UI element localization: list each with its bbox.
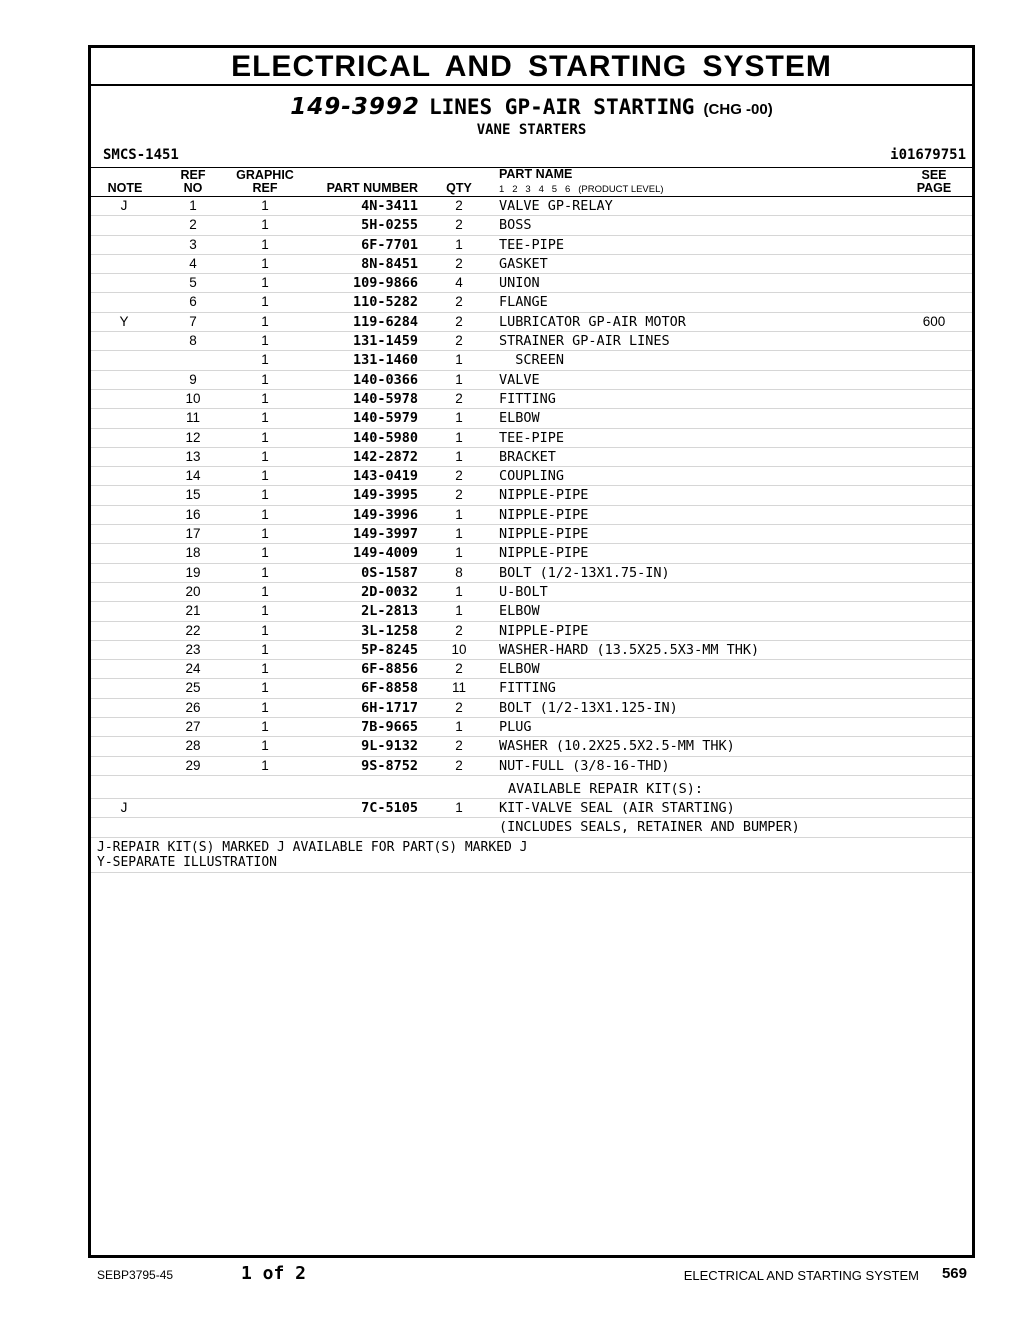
part-number-cell: 6F-8856 bbox=[361, 661, 418, 678]
qty-cell: 2 bbox=[455, 468, 463, 484]
change-level: (CHG -00) bbox=[703, 101, 773, 118]
graphic-ref-cell: 1 bbox=[261, 198, 269, 213]
graphic-ref-cell: 1 bbox=[261, 352, 269, 368]
qty-cell: 2 bbox=[455, 294, 463, 310]
part-name-cell: FLANGE bbox=[499, 294, 548, 311]
qty-cell: 4 bbox=[455, 275, 463, 291]
part-name-cell: NIPPLE-PIPE bbox=[499, 545, 589, 562]
qty-cell: 1 bbox=[455, 603, 463, 619]
qty-cell: 2 bbox=[455, 198, 463, 213]
part-name-cell: BOLT (1/2-13X1.75-IN) bbox=[499, 564, 670, 581]
ref-no-cell: 17 bbox=[185, 526, 201, 542]
page-number: 569 bbox=[941, 1265, 967, 1282]
ref-no-cell: 12 bbox=[185, 429, 201, 445]
graphic-ref-cell: 1 bbox=[261, 390, 269, 406]
table-row bbox=[91, 371, 972, 390]
qty-cell: 2 bbox=[455, 757, 463, 773]
part-name-cell: ELBOW bbox=[499, 603, 540, 620]
part-number-cell: 6F-8858 bbox=[361, 680, 418, 697]
group-name: LINES GP-AIR STARTING bbox=[428, 95, 695, 119]
qty-cell: 1 bbox=[455, 545, 463, 561]
part-name-cell: FITTING bbox=[499, 680, 556, 697]
col-part-name: PART NAME bbox=[499, 167, 573, 181]
part-number-cell: 140-5980 bbox=[352, 429, 418, 446]
ref-no-cell: 5 bbox=[189, 275, 197, 291]
part-name-cell: BOLT (1/2-13X1.125-IN) bbox=[499, 699, 678, 716]
table-row bbox=[91, 332, 972, 351]
col-graphic-top: GRAPHIC bbox=[236, 168, 294, 182]
qty-cell: 1 bbox=[455, 719, 463, 735]
table-row bbox=[91, 564, 972, 583]
part-number-cell: 119-6284 bbox=[352, 313, 418, 330]
part-number-cell: 149-3995 bbox=[352, 487, 418, 504]
part-name-cell: ELBOW bbox=[499, 661, 540, 678]
graphic-ref-cell: 1 bbox=[261, 526, 269, 542]
part-number-cell: 140-5979 bbox=[352, 410, 418, 427]
legend-note-j: J-REPAIR KIT(S) MARKED J AVAILABLE FOR PART(S) MARKED J bbox=[97, 839, 528, 855]
ref-no-cell: 19 bbox=[185, 564, 201, 580]
ref-no-cell: 16 bbox=[185, 506, 201, 522]
part-number-cell: 140-5978 bbox=[352, 390, 418, 407]
doc-number: SEBP3795-45 bbox=[97, 1268, 174, 1282]
ref-no-cell: 11 bbox=[185, 410, 200, 426]
graphic-ref-cell: 1 bbox=[261, 468, 269, 484]
qty-cell: 1 bbox=[455, 371, 463, 387]
table-header bbox=[91, 167, 972, 196]
table-row bbox=[91, 737, 972, 756]
graphic-ref-cell: 1 bbox=[261, 217, 269, 233]
part-name-cell: NIPPLE-PIPE bbox=[499, 526, 589, 543]
qty-cell: 1 bbox=[455, 236, 463, 252]
col-product-levels: 1 2 3 4 5 6 (PRODUCT LEVEL) bbox=[499, 184, 664, 195]
table-row bbox=[91, 544, 972, 563]
graphic-ref-cell: 1 bbox=[261, 410, 269, 426]
ref-no-cell: 9 bbox=[189, 371, 197, 387]
col-ref-bottom: NO bbox=[183, 181, 203, 195]
graphic-ref-cell: 1 bbox=[261, 236, 269, 252]
part-number-cell: 142-2872 bbox=[352, 448, 418, 465]
part-name-cell: WASHER-HARD (13.5X25.5X3-MM THK) bbox=[499, 641, 760, 658]
table-row bbox=[91, 216, 972, 235]
part-name-cell: SCREEN bbox=[499, 352, 565, 369]
kit-table bbox=[91, 799, 972, 838]
table-row bbox=[91, 660, 972, 679]
table-row bbox=[91, 757, 972, 776]
table-row bbox=[91, 699, 972, 718]
col-qty: QTY bbox=[446, 181, 472, 195]
qty-cell: 2 bbox=[455, 622, 463, 638]
part-name-cell: TEE-PIPE bbox=[499, 236, 565, 253]
part-number-cell: 4N-3411 bbox=[361, 198, 418, 214]
graphic-ref-cell: 1 bbox=[261, 545, 269, 561]
part-number-cell: 140-0366 bbox=[352, 371, 418, 388]
qty-cell: 1 bbox=[455, 429, 463, 445]
graphic-ref-cell: 1 bbox=[261, 255, 269, 271]
graphic-ref-cell: 1 bbox=[261, 333, 269, 349]
qty-cell: 1 bbox=[455, 799, 463, 815]
ref-no-cell: 28 bbox=[185, 738, 201, 754]
col-part-number: PART NUMBER bbox=[326, 181, 418, 195]
part-name-cell: WASHER (10.2X25.5X2.5-MM THK) bbox=[499, 738, 735, 755]
ref-no-cell: 3 bbox=[189, 236, 197, 252]
table-row bbox=[91, 255, 972, 274]
ref-no-cell: 13 bbox=[185, 448, 201, 464]
part-name-cell: NIPPLE-PIPE bbox=[499, 506, 589, 523]
graphic-ref-cell: 1 bbox=[261, 275, 269, 291]
qty-cell: 2 bbox=[455, 217, 463, 233]
ref-no-cell: 1 bbox=[189, 198, 197, 213]
ref-no-cell: 21 bbox=[185, 603, 201, 619]
group-subtitle: VANE STARTERS bbox=[476, 122, 587, 138]
footer-section: ELECTRICAL AND STARTING SYSTEM bbox=[683, 1268, 919, 1283]
part-name-cell: FITTING bbox=[499, 390, 556, 407]
part-number-cell: 7B-9665 bbox=[361, 719, 418, 736]
graphic-ref-cell: 1 bbox=[261, 661, 269, 677]
part-number-cell: 149-3997 bbox=[352, 526, 418, 543]
smcs-row bbox=[91, 143, 972, 167]
page-count: 1 of 2 bbox=[241, 1263, 307, 1284]
graphic-ref-cell: 1 bbox=[261, 564, 269, 580]
part-name-cell: VALVE GP-RELAY bbox=[499, 198, 613, 214]
part-number-cell: 8N-8451 bbox=[361, 255, 418, 272]
col-see-top: SEE bbox=[921, 168, 947, 182]
table-row bbox=[91, 293, 972, 312]
part-number-cell: 149-4009 bbox=[352, 545, 418, 562]
part-number-cell: 7C-5105 bbox=[361, 799, 418, 816]
illustration-id: i01679751 bbox=[890, 147, 966, 163]
part-name-cell: NUT-FULL (3/8-16-THD) bbox=[499, 757, 670, 774]
kit-heading: AVAILABLE REPAIR KIT(S): bbox=[508, 780, 704, 797]
qty-cell: 10 bbox=[451, 641, 467, 657]
part-name-cell: COUPLING bbox=[499, 468, 565, 485]
part-number-cell: 5H-0255 bbox=[361, 217, 418, 234]
ref-no-cell: 10 bbox=[185, 390, 201, 406]
part-name-cell: BOSS bbox=[499, 217, 532, 234]
graphic-ref-cell: 1 bbox=[261, 719, 269, 735]
part-name-cell: KIT-VALVE SEAL (AIR STARTING) bbox=[499, 799, 735, 816]
table-row bbox=[91, 622, 972, 641]
graphic-ref-cell: 1 bbox=[261, 313, 269, 329]
qty-cell: 1 bbox=[455, 448, 463, 464]
section-title-bar bbox=[91, 48, 972, 86]
part-number-cell: 0S-1587 bbox=[361, 564, 418, 581]
ref-no-cell: 25 bbox=[185, 680, 201, 696]
part-number-cell: 109-9866 bbox=[352, 275, 418, 292]
qty-cell: 8 bbox=[455, 564, 463, 580]
ref-no-cell: 4 bbox=[189, 255, 197, 271]
ref-no-cell: 24 bbox=[185, 661, 201, 677]
page-footer bbox=[97, 1262, 967, 1286]
table-row bbox=[91, 486, 972, 505]
table-row bbox=[91, 429, 972, 448]
kit-heading-row bbox=[91, 776, 972, 799]
graphic-ref-cell: 1 bbox=[261, 641, 269, 657]
col-see-bottom: PAGE bbox=[916, 181, 952, 195]
note-cell: J bbox=[120, 799, 128, 815]
graphic-ref-cell: 1 bbox=[261, 699, 269, 715]
qty-cell: 2 bbox=[455, 313, 463, 329]
ref-no-cell: 14 bbox=[185, 468, 201, 484]
part-number-cell: 9S-8752 bbox=[361, 757, 418, 774]
qty-cell: 2 bbox=[455, 699, 463, 715]
part-number-cell: 2D-0032 bbox=[361, 583, 418, 600]
ref-no-cell: 20 bbox=[185, 583, 201, 599]
ref-no-cell: 15 bbox=[185, 487, 201, 503]
ref-no-cell: 22 bbox=[185, 622, 201, 638]
part-number-cell: 9L-9132 bbox=[361, 738, 418, 755]
qty-cell: 2 bbox=[455, 333, 463, 349]
part-number-cell: 6H-1717 bbox=[361, 699, 418, 716]
part-name-cell: NIPPLE-PIPE bbox=[499, 487, 589, 504]
table-row bbox=[91, 448, 972, 467]
part-number-cell: 110-5282 bbox=[352, 294, 418, 311]
legend-note-y: Y-SEPARATE ILLUSTRATION bbox=[97, 854, 278, 870]
part-name-cell: LUBRICATOR GP-AIR MOTOR bbox=[499, 313, 686, 330]
part-number-cell: 131-1459 bbox=[352, 333, 418, 350]
table-row bbox=[91, 718, 972, 737]
table-row bbox=[91, 197, 972, 216]
table-row bbox=[91, 506, 972, 525]
qty-cell: 2 bbox=[455, 390, 463, 406]
table-row bbox=[91, 525, 972, 544]
qty-cell: 1 bbox=[455, 526, 463, 542]
part-name-cell: NIPPLE-PIPE bbox=[499, 622, 589, 639]
graphic-ref-cell: 1 bbox=[261, 506, 269, 522]
note-cell: J bbox=[120, 198, 128, 213]
catalog-frame bbox=[88, 45, 975, 1258]
part-name-cell: (INCLUDES SEALS, RETAINER AND BUMPER) bbox=[499, 819, 800, 836]
part-number-cell: 5P-8245 bbox=[361, 641, 418, 658]
smcs-code: SMCS-1451 bbox=[103, 147, 179, 163]
table-row bbox=[91, 274, 972, 293]
ref-no-cell: 18 bbox=[185, 545, 201, 561]
part-name-cell: UNION bbox=[499, 275, 540, 292]
table-row bbox=[91, 467, 972, 486]
ref-no-cell: 2 bbox=[189, 217, 197, 233]
col-note: NOTE bbox=[107, 181, 143, 195]
part-number-cell: 6F-7701 bbox=[361, 236, 418, 253]
table-row bbox=[91, 390, 972, 409]
ref-no-cell: 26 bbox=[185, 699, 201, 715]
graphic-ref-cell: 1 bbox=[261, 603, 269, 619]
ref-no-cell: 29 bbox=[185, 757, 201, 773]
qty-cell: 2 bbox=[455, 255, 463, 271]
graphic-ref-cell: 1 bbox=[261, 583, 269, 599]
table-row bbox=[91, 583, 972, 602]
ref-no-cell: 7 bbox=[189, 313, 197, 329]
group-number: 149-3992 bbox=[290, 94, 420, 120]
part-number-cell: 2L-2813 bbox=[361, 603, 418, 620]
table-row bbox=[91, 313, 972, 332]
ref-no-cell: 23 bbox=[185, 641, 201, 657]
part-name-cell: BRACKET bbox=[499, 448, 556, 465]
kit-row bbox=[91, 799, 972, 818]
qty-cell: 2 bbox=[455, 661, 463, 677]
part-name-cell: GASKET bbox=[499, 255, 548, 272]
part-number-cell: 143-0419 bbox=[352, 468, 418, 485]
qty-cell: 2 bbox=[455, 487, 463, 503]
qty-cell: 2 bbox=[455, 738, 463, 754]
notes-legend bbox=[91, 838, 972, 873]
graphic-ref-cell: 1 bbox=[261, 680, 269, 696]
graphic-ref-cell: 1 bbox=[261, 622, 269, 638]
ref-no-cell: 8 bbox=[189, 333, 197, 349]
part-number-cell: 149-3996 bbox=[352, 506, 418, 523]
part-name-cell: PLUG bbox=[499, 719, 532, 736]
table-row bbox=[91, 351, 972, 370]
part-name-cell: TEE-PIPE bbox=[499, 429, 565, 446]
ref-no-cell: 27 bbox=[185, 719, 201, 735]
part-number-cell: 131-1460 bbox=[352, 352, 418, 369]
group-heading bbox=[91, 93, 972, 121]
qty-cell: 1 bbox=[455, 506, 463, 522]
qty-cell: 1 bbox=[455, 352, 463, 368]
table-row bbox=[91, 602, 972, 621]
qty-cell: 1 bbox=[455, 583, 463, 599]
qty-cell: 1 bbox=[455, 410, 463, 426]
graphic-ref-cell: 1 bbox=[261, 294, 269, 310]
part-name-cell: ELBOW bbox=[499, 410, 540, 427]
note-cell: Y bbox=[119, 313, 129, 329]
graphic-ref-cell: 1 bbox=[261, 371, 269, 387]
table-row bbox=[91, 409, 972, 428]
col-graphic-bottom: REF bbox=[252, 181, 278, 195]
see-page-cell: 600 bbox=[922, 313, 946, 329]
graphic-ref-cell: 1 bbox=[261, 757, 269, 773]
parts-table bbox=[91, 196, 972, 776]
table-row bbox=[91, 641, 972, 660]
col-ref-top: REF bbox=[180, 168, 206, 182]
graphic-ref-cell: 1 bbox=[261, 487, 269, 503]
part-name-cell: VALVE bbox=[499, 371, 540, 388]
kit-row bbox=[91, 818, 972, 837]
graphic-ref-cell: 1 bbox=[261, 429, 269, 445]
section-title: ELECTRICAL AND STARTING SYSTEM bbox=[231, 50, 832, 83]
part-number-cell: 3L-1258 bbox=[361, 622, 418, 639]
qty-cell: 11 bbox=[451, 680, 466, 696]
graphic-ref-cell: 1 bbox=[261, 738, 269, 754]
table-row bbox=[91, 236, 972, 255]
ref-no-cell: 6 bbox=[189, 294, 197, 310]
part-name-cell: U-BOLT bbox=[499, 583, 548, 600]
graphic-ref-cell: 1 bbox=[261, 448, 269, 464]
table-row bbox=[91, 679, 972, 698]
part-name-cell: STRAINER GP-AIR LINES bbox=[499, 333, 670, 350]
